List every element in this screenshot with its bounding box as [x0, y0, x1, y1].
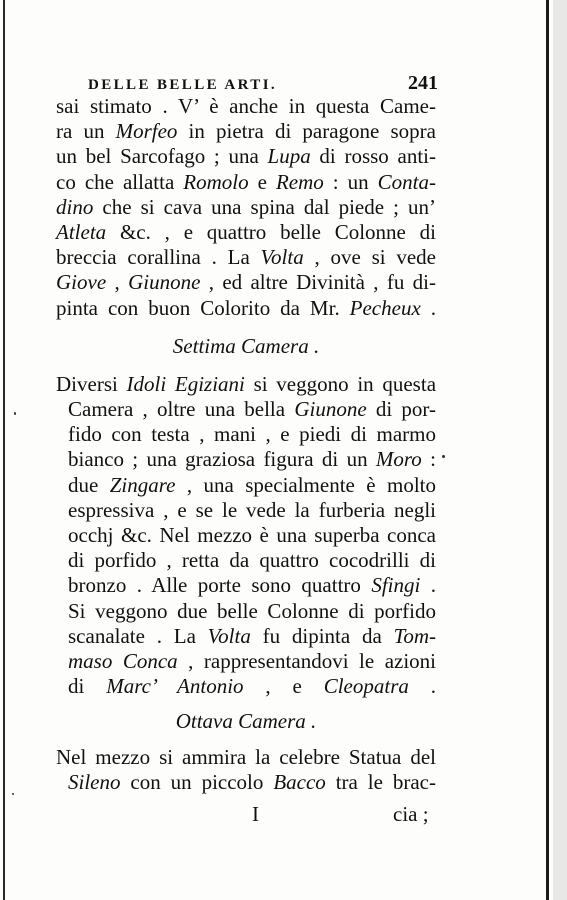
text-run: occhj &c. Nel mezzo è una superba conca — [68, 523, 436, 547]
text-run: sai stimato . V’ è anche in questa Came- — [56, 94, 436, 118]
text-line — [56, 548, 436, 573]
text-run: , e — [243, 674, 324, 699]
text-run: , ove si vede — [303, 245, 436, 270]
text-run: Diversi — [56, 371, 127, 396]
page-number: 241 — [408, 72, 438, 94]
italic-run: Lupa — [267, 144, 311, 169]
text-line — [56, 745, 436, 770]
text-line — [56, 599, 436, 624]
paragraph-3 — [56, 745, 436, 795]
text-line — [56, 195, 436, 220]
italic-run: Romolo — [183, 169, 249, 194]
text-run: espressiva , e se le vede la furberia negli — [68, 497, 436, 522]
text-run: , ed altre Divinità , fu di- — [200, 270, 436, 295]
adjacent-page-edge — [553, 0, 567, 900]
text-line — [56, 674, 436, 699]
text-line — [56, 523, 436, 548]
text-run: Si veggono due belle Colonne di porfido — [68, 598, 436, 623]
section-heading-ottava-camera: Ottava Camera . — [175, 709, 317, 734]
text-run: co che allatta — [56, 169, 184, 194]
text-run: . — [420, 573, 437, 598]
italic-run: Morfeo — [115, 119, 178, 144]
text-line — [56, 245, 436, 270]
text-line — [56, 94, 436, 119]
page-edge-right — [546, 0, 549, 900]
catchword: cia ; — [393, 802, 429, 826]
text-run: ra un — [56, 119, 116, 144]
text-run: bianco ; una graziosa figura di un — [68, 447, 376, 472]
italic-run: Giunone — [128, 270, 201, 295]
text-line — [56, 624, 436, 649]
italic-run: Volta — [260, 245, 304, 270]
text-line — [56, 270, 436, 295]
text-run: , — [106, 270, 129, 295]
signature-mark: I — [252, 802, 259, 826]
text-line — [56, 119, 436, 144]
body-text — [56, 94, 436, 795]
text-run: &c. , e quattro belle Colonne di — [106, 219, 436, 244]
text-run: di — [68, 674, 107, 699]
text-run: di por- — [366, 397, 436, 422]
italic-run: Conta- — [377, 169, 436, 194]
text-run: di porfido , retta da quattro cocodrilli di — [68, 548, 436, 573]
text-run: pinta con buon Colorito da Mr. — [56, 295, 350, 320]
text-line — [56, 170, 436, 195]
italic-run: Moro — [375, 447, 422, 472]
italic-run: Bacco — [273, 769, 326, 794]
text-run: breccia corallina . La — [56, 245, 261, 270]
text-run: tra le brac- — [325, 769, 436, 794]
text-line — [56, 372, 436, 397]
italic-run: Marc’ Antonio — [106, 674, 244, 699]
italic-run: Sileno — [68, 769, 121, 794]
italic-run: Sfingi — [371, 573, 421, 598]
italic-run: dino — [56, 194, 94, 219]
italic-run: Remo — [275, 169, 324, 194]
text-run: , una specialmente è molto — [175, 472, 436, 497]
text-line — [56, 770, 436, 795]
text-run: bronzo . Alle porte sono quattro — [68, 573, 372, 598]
text-run: un bel Sarcofago ; una — [56, 144, 268, 169]
text-line — [56, 447, 436, 472]
text-run: con un piccolo — [120, 769, 274, 794]
text-line — [56, 220, 436, 245]
text-line — [56, 473, 436, 498]
text-run: . — [408, 674, 436, 699]
text-run: si veggono in questa — [244, 371, 437, 396]
italic-run: Pecheux — [349, 295, 421, 320]
text-run: , rappresentandovi le azioni — [177, 648, 436, 673]
italic-run: Cleopatra — [323, 674, 409, 699]
paragraph-1 — [56, 94, 436, 321]
italic-run: maso Conca — [68, 648, 178, 673]
text-run: Nel mezzo si ammira la celebre Statua del — [56, 744, 436, 769]
text-run: che si cava una spina dal piede ; un’ — [93, 194, 436, 219]
text-line — [56, 296, 436, 321]
text-line — [56, 422, 436, 447]
italic-run: Idoli Egiziani — [126, 371, 245, 396]
text-run: di rosso anti- — [310, 144, 436, 169]
text-run: due — [68, 472, 110, 497]
text-run: : — [421, 447, 436, 472]
ink-speck — [442, 455, 445, 458]
text-run: e — [248, 169, 276, 194]
text-run: fu dipinta da — [250, 623, 394, 648]
italic-run: Giove — [56, 270, 107, 295]
page-edge-left — [3, 0, 5, 900]
italic-run: Giunone — [294, 397, 367, 422]
ink-speck — [12, 793, 14, 795]
italic-run: Atleta — [56, 219, 107, 244]
text-run: . — [420, 295, 436, 320]
italic-run: Zingare — [109, 472, 176, 497]
text-run: fido con testa , mani , e piedi di marmo — [68, 422, 436, 447]
text-line — [56, 649, 436, 674]
running-title: DELLE BELLE ARTI. — [88, 77, 278, 93]
italic-run: Tom- — [393, 623, 437, 648]
section-heading-settima-camera: Settima Camera . — [172, 333, 320, 358]
text-run: : un — [323, 169, 378, 194]
running-head — [88, 72, 438, 95]
text-line — [56, 498, 436, 523]
text-line — [56, 397, 436, 422]
text-run: Camera , oltre una bella — [68, 397, 295, 422]
text-run: in pietra di paragone sopra — [177, 119, 436, 144]
italic-run: Volta — [207, 623, 251, 648]
ink-speck — [14, 412, 16, 415]
paragraph-2 — [56, 372, 436, 699]
text-line — [56, 573, 436, 598]
text-line — [56, 144, 436, 169]
text-run: scanalate . La — [68, 623, 208, 648]
